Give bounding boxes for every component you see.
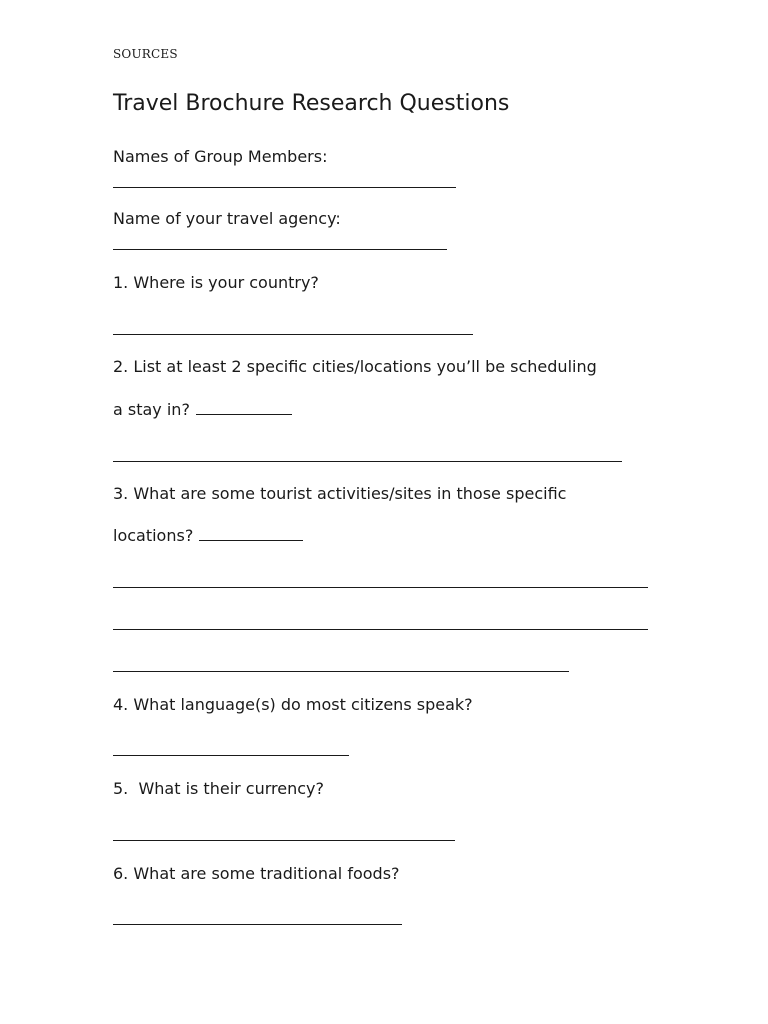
question-3-line-2: [113, 528, 303, 544]
question-3-line-1: 3. What are some tourist activities/sites in those specific: [113, 484, 567, 503]
page-title: Travel Brochure Research Questions: [113, 91, 510, 116]
question-6: 6. What are some traditional foods?: [113, 864, 400, 883]
question-2-text: a stay in?: [113, 400, 190, 419]
q1-answer-blank[interactable]: [113, 334, 473, 335]
q6-answer-blank[interactable]: [113, 924, 402, 925]
agency-label: Name of your travel agency:: [113, 209, 341, 228]
q3-answer-blank-2[interactable]: [113, 629, 648, 630]
q3-answer-blank-1[interactable]: [113, 587, 648, 588]
q3-answer-blank-3[interactable]: [113, 671, 569, 672]
question-4: 4. What language(s) do most citizens speak?: [113, 695, 473, 714]
group-members-label: Names of Group Members:: [113, 147, 328, 166]
question-3-text: locations?: [113, 526, 194, 545]
question-1: 1. Where is your country?: [113, 273, 319, 292]
q2-answer-blank[interactable]: [113, 461, 622, 462]
q4-answer-blank[interactable]: [113, 755, 349, 756]
question-2-line-2: [113, 402, 292, 418]
q3-inline-blank[interactable]: [199, 539, 303, 541]
question-2-line-1: 2. List at least 2 specific cities/locations you’ll be scheduling: [113, 357, 597, 376]
header-sources: SOURCES: [113, 47, 178, 61]
q5-answer-blank[interactable]: [113, 840, 455, 841]
question-5: 5. What is their currency?: [113, 779, 324, 798]
q2-inline-blank[interactable]: [196, 413, 292, 415]
agency-blank[interactable]: [113, 249, 447, 250]
group-members-blank[interactable]: [113, 187, 456, 188]
